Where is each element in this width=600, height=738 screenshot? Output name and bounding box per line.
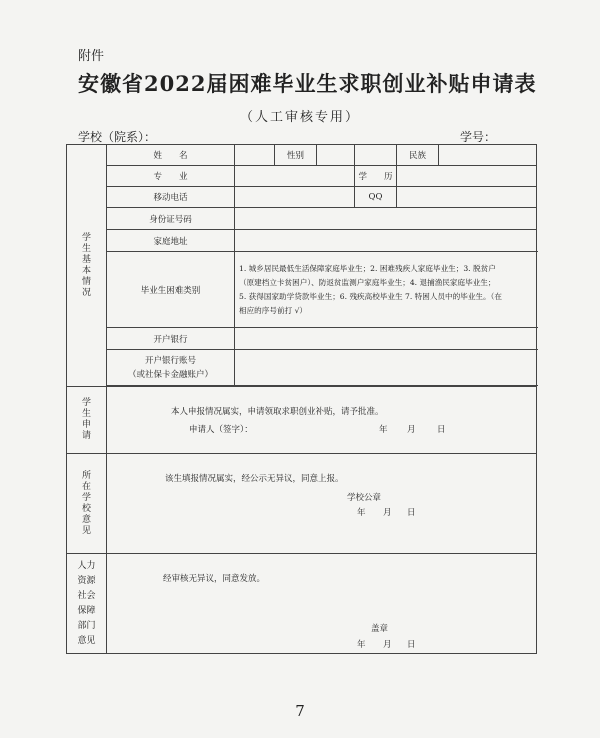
hr-opinion-date-year: 年: [357, 640, 366, 650]
school-opinion-date-year: 年: [357, 508, 366, 518]
education-field[interactable]: [397, 166, 537, 187]
school-opinion-statement: 该生填报情况属实，经公示无异议，同意上报。: [165, 474, 344, 484]
application-date-year: 年: [379, 425, 388, 435]
gender-label: 性别: [275, 145, 317, 166]
gender-field-extra[interactable]: [355, 145, 397, 166]
school-field-label: 学校（院系）：: [78, 130, 157, 144]
hardship-category-options[interactable]: [235, 252, 537, 328]
application-form-table: [66, 144, 537, 654]
student-application-section-label: 学 生 申 请: [67, 387, 107, 454]
qq-label: QQ: [355, 187, 397, 208]
bank-account-field[interactable]: [235, 350, 537, 386]
school-opinion-date-day: 日: [407, 508, 416, 518]
hardship-option-line: 1. 城乡居民最低生活保障家庭毕业生；2. 困难残疾人家庭毕业生；3. 脱贫户: [239, 263, 496, 273]
hr-opinion-statement: 经审核无异议，同意发放。: [163, 574, 266, 584]
school-opinion-area[interactable]: [107, 454, 537, 554]
application-date-month: 月: [407, 425, 416, 435]
student-number-label: 学号：: [460, 130, 497, 144]
hr-opinion-date-day: 日: [407, 640, 416, 650]
hr-opinion-date-month: 月: [383, 640, 392, 650]
applicant-signature-label: 申请人（签字）：: [189, 425, 253, 435]
form-title: 安徽省2022届困难毕业生求职创业补贴申请表: [78, 71, 537, 96]
form-subtitle: （人工审核专用）: [239, 110, 360, 125]
school-opinion-section-label: 所 在 学 校 意 见: [67, 454, 107, 554]
page-number: 7: [295, 702, 305, 720]
home-address-field[interactable]: [235, 230, 537, 252]
hr-opinion-area[interactable]: [107, 554, 537, 654]
home-address-label: 家庭地址: [107, 230, 235, 252]
major-field[interactable]: [235, 166, 355, 187]
ethnicity-label: 民族: [397, 145, 439, 166]
school-opinion-date-month: 月: [383, 508, 392, 518]
bank-label: 开户银行: [107, 328, 235, 350]
ethnicity-field[interactable]: [439, 145, 537, 166]
bank-field[interactable]: [235, 328, 537, 350]
name-field[interactable]: [235, 145, 275, 166]
attachment-label: 附件: [78, 49, 105, 64]
phone-label: 移动电话: [107, 187, 235, 208]
application-statement: 本人申报情况属实，申请领取求职创业补贴，请予批准。: [171, 407, 384, 417]
hr-opinion-section-label: 人力 资源 社会 保障 部门 意见: [67, 554, 107, 654]
id-number-label: 身份证号码: [107, 208, 235, 230]
basic-info-section-label: 学 生 基 本 情 况: [67, 145, 107, 387]
name-label: 姓 名: [107, 145, 235, 166]
phone-field[interactable]: [235, 187, 355, 208]
id-number-field[interactable]: [235, 208, 537, 230]
hardship-category-label: 毕业生困难类别: [107, 252, 235, 328]
major-label: 专 业: [107, 166, 235, 187]
hardship-option-line: 相应的序号前打 √）: [239, 305, 308, 315]
education-label: 学 历: [355, 166, 397, 187]
gender-field[interactable]: [317, 145, 355, 166]
hr-seal-label: 盖章: [371, 624, 389, 634]
bank-account-label: 开户银行账号 （或社保卡金融账户）: [107, 350, 235, 386]
student-application-area[interactable]: [107, 387, 537, 454]
school-seal-label: 学校公章: [347, 493, 382, 503]
hardship-option-line: 5. 获得国家助学贷款毕业生；6. 残疾高校毕业生 7. 特困人员中的毕业生。（在: [239, 291, 502, 301]
hardship-option-line: （原建档立卡贫困户）、防返贫监测户家庭毕业生；4. 退捕渔民家庭毕业生；: [239, 277, 496, 287]
application-date-day: 日: [437, 425, 446, 435]
qq-field[interactable]: [397, 187, 537, 208]
